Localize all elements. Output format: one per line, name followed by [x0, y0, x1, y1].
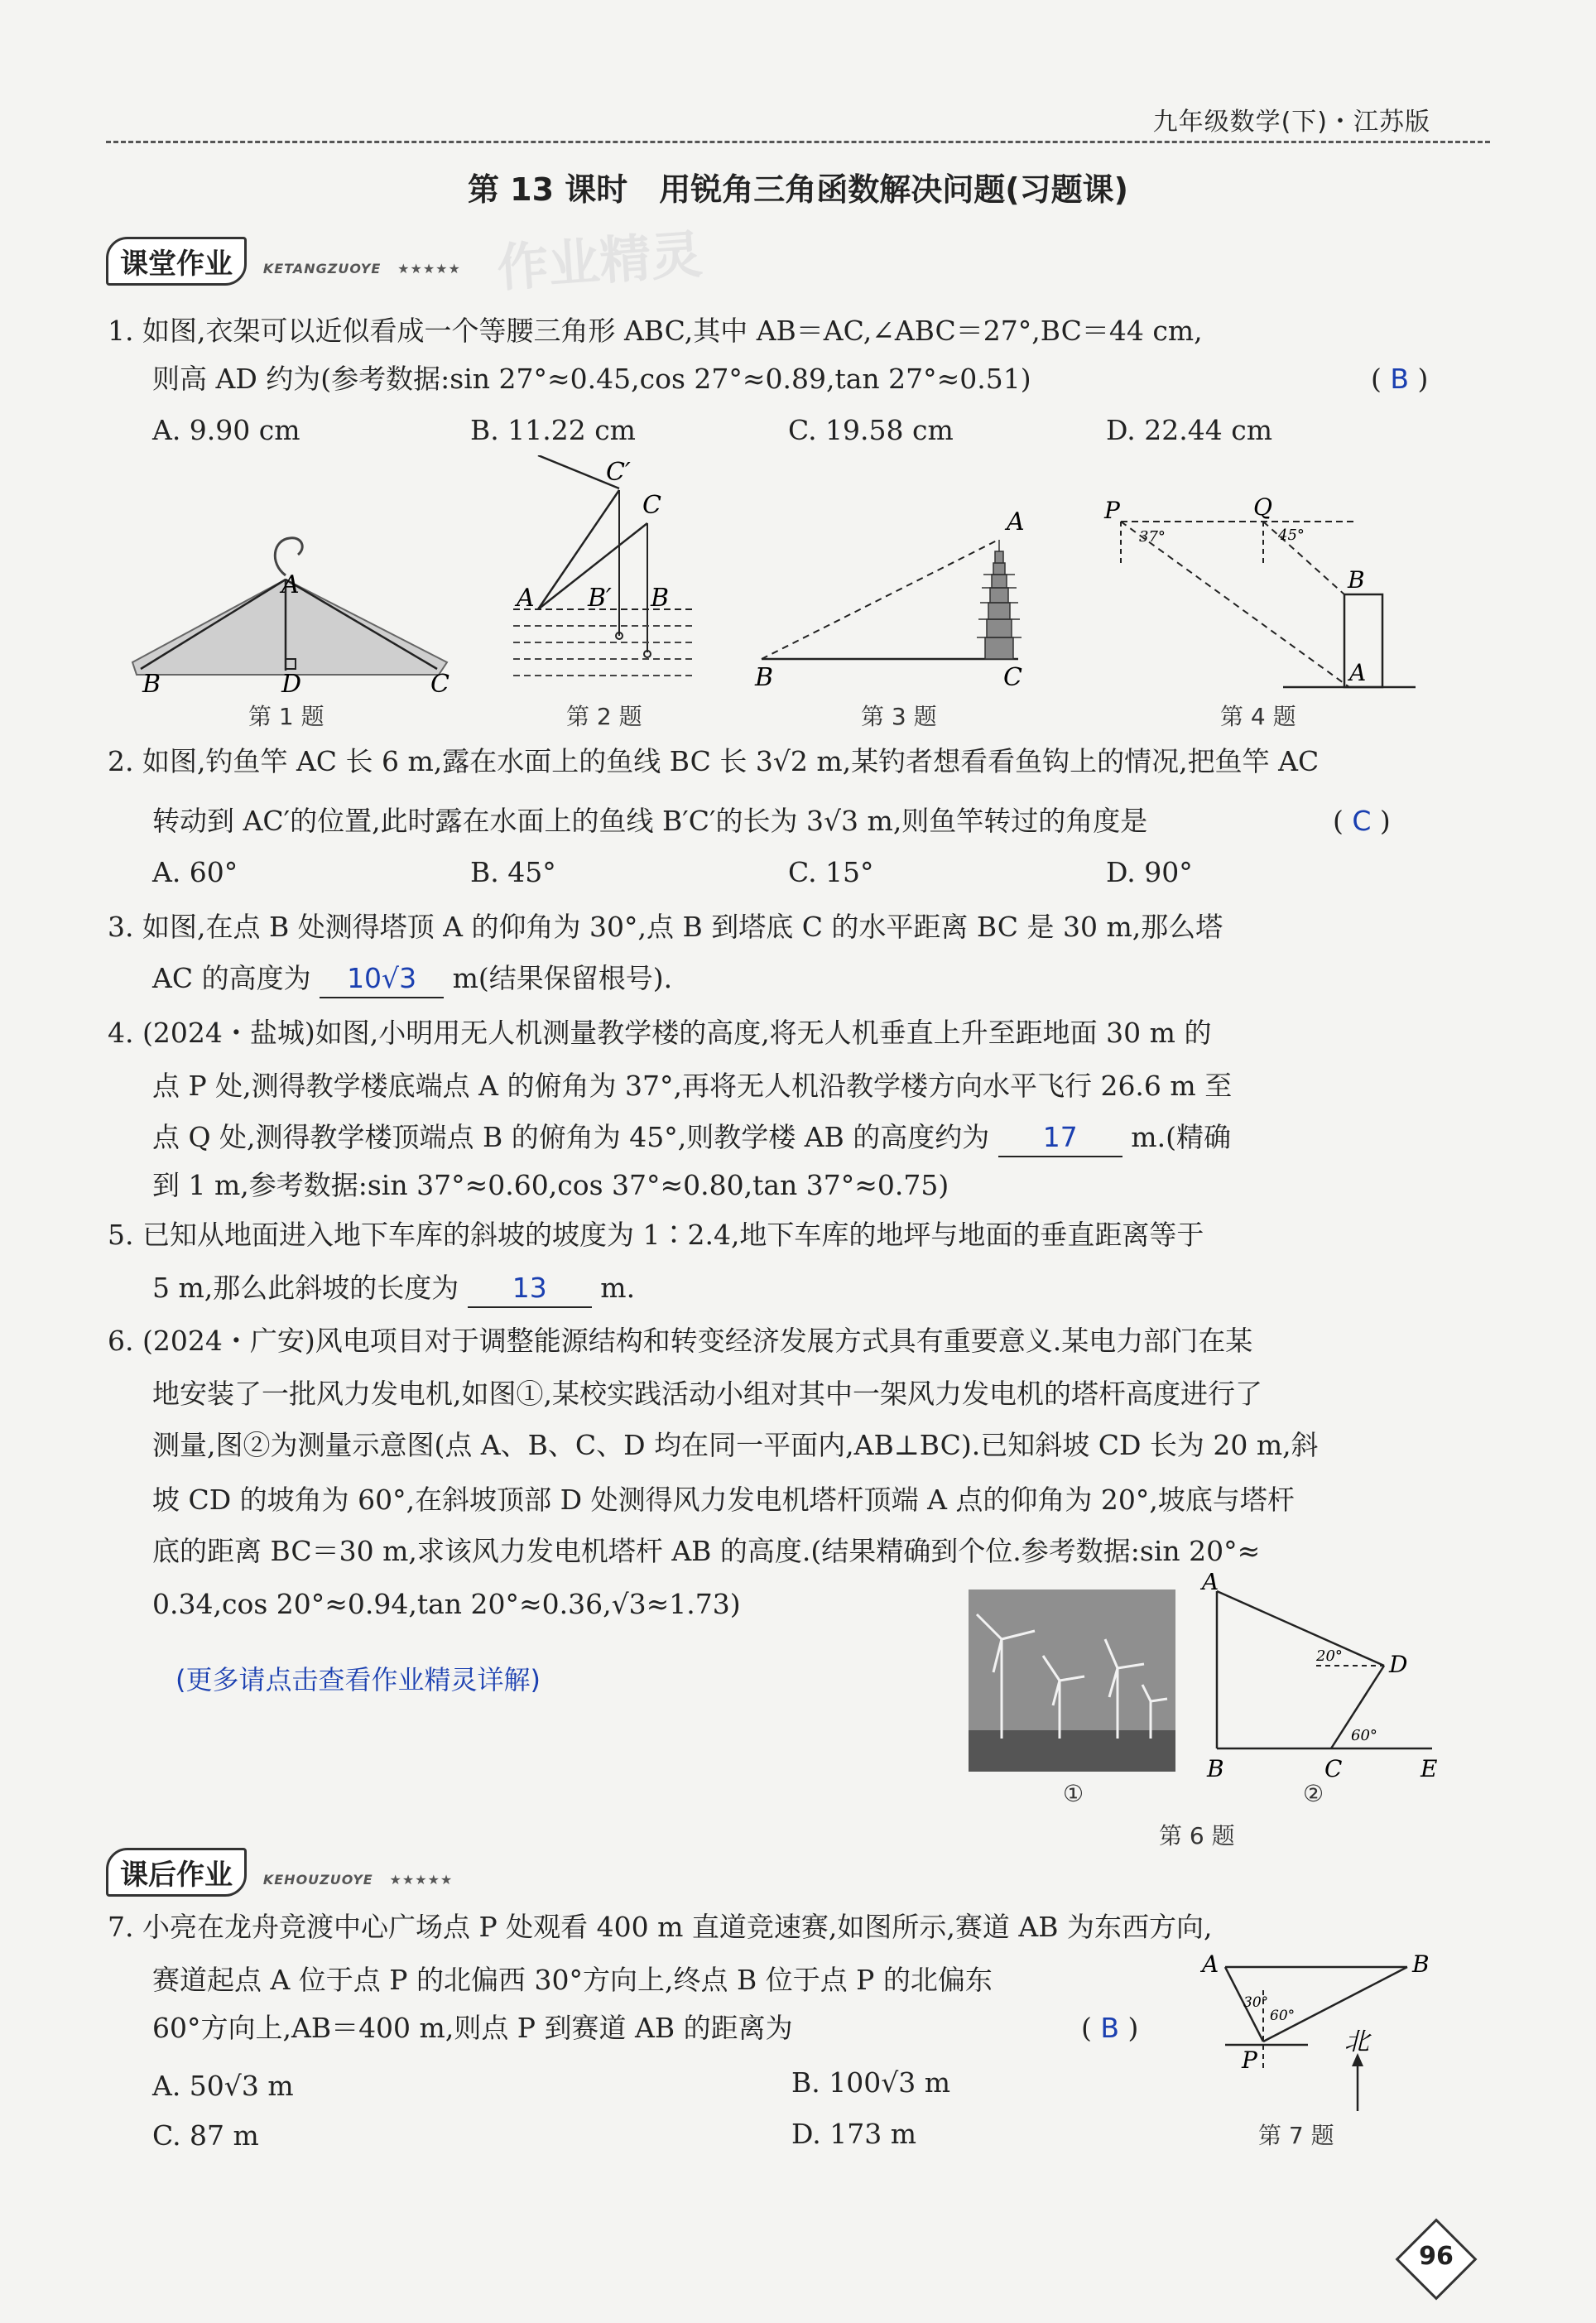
f7-label-B: B [1412, 1950, 1430, 1978]
f6-label-C: C [1324, 1755, 1343, 1782]
figure-7-race-course [1192, 1937, 1449, 2136]
classwork-badge: 课堂作业 [106, 237, 247, 286]
more-solutions-link[interactable]: (更多请点击查看作业精灵详解) [175, 1664, 541, 1695]
figure-2-caption: 第 2 题 [566, 703, 642, 730]
figure-4-drone [1101, 488, 1416, 695]
sightline-BA [762, 540, 998, 659]
f6-label-B: B [1207, 1755, 1224, 1782]
f1-label-A: A [281, 570, 300, 599]
q7-line-3: 60°方向上,AB＝400 m,则点 P 到赛道 AB 的距离为 [152, 2012, 793, 2044]
f2-label-B-prime: B′ [588, 584, 612, 613]
f2-label-A: A [517, 584, 535, 613]
q6-line-6: 0.34,cos 20°≈0.94,tan 20°≈0.36,√3≈1.73) [152, 1588, 741, 1620]
f6-label-A: A [1202, 1573, 1219, 1595]
sightline-PA [1121, 522, 1349, 687]
f1-label-C: C [430, 670, 449, 695]
f6-angle-20: 20° [1316, 1647, 1343, 1665]
f6-label-D: D [1389, 1651, 1408, 1678]
q7-option-d: D. 173 m [791, 2118, 917, 2150]
q5-text-a: 5 m,那么此斜坡的长度为 [152, 1272, 459, 1304]
f2-label-C-prime: C′ [606, 458, 631, 487]
f4-label-Q: Q [1253, 493, 1272, 521]
q4-line-3 [152, 1119, 1231, 1157]
q3-text-a: AC 的高度为 [152, 962, 311, 994]
figure-6-diagram [1192, 1573, 1457, 1788]
figure-1-caption: 第 1 题 [248, 703, 324, 730]
q6-line-2: 地安装了一批风力发电机,如图①,某校实践活动小组对其中一架风力发电机的塔杆高度进行了 [152, 1378, 1262, 1410]
q2-line-1: 2. 如图,钓鱼竿 AC 长 6 m,露在水面上的鱼线 BC 长 3√2 m,某钓者想看看鱼钩上的情况,把鱼竿 AC [108, 745, 1320, 777]
q7-answer-bracket: ( B ) [1081, 2012, 1139, 2044]
f6-label-E: E [1421, 1755, 1438, 1782]
f7-angle-60: 60° [1270, 2008, 1296, 2024]
q7-line-1: 7. 小亮在龙舟竞渡中心广场点 P 处观看 400 m 直道竞速赛,如图所示,赛道 AB 为东西方向, [108, 1911, 1213, 1943]
figure-6-label-2: ② [1303, 1780, 1324, 1807]
q6-line-3: 测量,图②为测量示意图(点 A、B、C、D 均在同一平面内,AB⊥BC).已知斜坡 CD 长为 20 m,斜 [152, 1429, 1319, 1461]
q4-text-a: 点 Q 处,测得教学楼顶端点 B 的俯角为 45°,则教学楼 AB 的高度约为 [152, 1121, 990, 1153]
f1-label-D: D [281, 670, 302, 695]
q6-line-4: 坡 CD 的坡角为 60°,在斜坡顶部 D 处测得风力发电机塔杆顶端 A 点的仰角为 20°,坡底与塔杆 [152, 1484, 1295, 1516]
q4-answer: 17 [998, 1119, 1122, 1157]
classwork-section-label [106, 237, 461, 286]
classwork-pinyin: KETANGZUOYE [262, 261, 382, 277]
q1-option-c: C. 19.58 cm [788, 414, 954, 446]
f4-label-B: B [1348, 566, 1365, 594]
page-number: 96 [1419, 2242, 1454, 2271]
q3-line-1: 3. 如图,在点 B 处测得塔顶 A 的仰角为 30°,点 B 到塔底 C 的水平距离 BC 是 30 m,那么塔 [108, 911, 1223, 943]
figure-6-label-1: ① [1063, 1780, 1084, 1807]
q1-option-b: B. 11.22 cm [470, 414, 636, 446]
q1-option-a: A. 9.90 cm [152, 414, 300, 446]
q3-line-2 [152, 960, 672, 998]
figure-2-fishing-rod [513, 455, 712, 695]
q7-answer: B [1100, 2012, 1120, 2044]
f6-angle-60: 60° [1351, 1727, 1377, 1744]
q3-answer: 10√3 [320, 960, 444, 998]
q6-line-5: 底的距离 BC＝30 m,求该风力发电机塔杆 AB 的高度.(结果精确到个位.参考数据:sin 20°≈ [152, 1535, 1261, 1567]
f2-label-B: B [651, 584, 670, 613]
f7-label-north: 北 [1344, 2027, 1369, 2056]
photo-ground [969, 1730, 1175, 1772]
f3-label-B: B [755, 663, 774, 692]
f3-label-A: A [1007, 507, 1025, 536]
q4-line-1: 4. (2024・盐城)如图,小明用无人机测量教学楼的高度,将无人机垂直上升至距地面 30 m 的 [108, 1017, 1212, 1049]
figure-3-caption: 第 3 题 [861, 703, 937, 730]
q6-line-1: 6. (2024・广安)风电项目对于调整能源结构和转变经济发展方式具有重要意义.某电力部门在某 [108, 1325, 1253, 1357]
q7-option-c: C. 87 m [152, 2119, 259, 2152]
watermark-stamp: 作业精灵 [495, 224, 704, 299]
q2-answer-bracket: ( C ) [1333, 805, 1391, 837]
q7-line-2: 赛道起点 A 位于点 P 的北偏西 30°方向上,终点 B 位于点 P 的北偏东 [152, 1964, 993, 1996]
q1-answer: B [1390, 363, 1410, 395]
homework-stars: ★★★★★ [389, 1872, 454, 1888]
f4-label-P: P [1104, 497, 1120, 524]
q5-line-1: 5. 已知从地面进入地下车库的斜坡的坡度为 1∶2.4,地下车库的地坪与地面的垂直距离等于 [108, 1219, 1204, 1251]
homework-section-label [106, 1848, 453, 1897]
q4-text-b: m.(精确 [1131, 1121, 1231, 1153]
q4-line-2: 点 P 处,测得教学楼底端点 A 的俯角为 37°,再将无人机沿教学楼方向水平飞行 26.6 m 至 [152, 1070, 1233, 1102]
line-PB [1263, 1967, 1407, 2042]
f7-angle-30: 30° [1243, 1994, 1269, 2011]
q5-line-2 [152, 1270, 635, 1308]
q1-line-1: 1. 如图,衣架可以近似看成一个等腰三角形 ABC,其中 AB＝AC,∠ABC＝27°,BC＝44 cm, [108, 315, 1203, 347]
pagoda-tower [977, 540, 1022, 659]
homework-badge: 课后作业 [106, 1848, 247, 1897]
q3-text-b: m(结果保留根号). [452, 962, 673, 994]
q5-answer: 13 [468, 1270, 592, 1308]
homework-pinyin: KEHOUZUOYE [262, 1872, 373, 1888]
figure-6-turbine-photo [969, 1590, 1175, 1772]
figure-1-hanger [124, 505, 464, 695]
figure-6-caption: 第 6 题 [1159, 1822, 1235, 1849]
header-divider [106, 141, 1490, 143]
q1-answer-bracket: ( B ) [1371, 363, 1429, 395]
q2-option-d: D. 90° [1106, 856, 1193, 888]
f4-angle-45: 45° [1278, 527, 1305, 544]
f3-label-C: C [1003, 663, 1022, 692]
q2-option-b: B. 45° [470, 856, 556, 888]
book-header: 九年级数学(下)・江苏版 [1152, 108, 1430, 137]
figure-7-caption: 第 7 题 [1258, 2122, 1334, 2149]
f2-label-C: C [642, 491, 661, 520]
f7-label-P: P [1242, 2046, 1257, 2074]
q5-text-b: m. [600, 1272, 636, 1304]
q7-option-b: B. 100√3 m [791, 2066, 951, 2099]
q1-line-2: 则高 AD 约为(参考数据:sin 27°≈0.45,cos 27°≈0.89,tan 27°≈0.51) [152, 363, 1031, 395]
q2-line-2: 转动到 AC′的位置,此时露在水面上的鱼线 B′C′的长为 3√3 m,则鱼竿转过的角度是 [152, 805, 1148, 837]
q2-option-c: C. 15° [788, 856, 874, 888]
q1-option-d: D. 22.44 cm [1106, 414, 1272, 446]
classwork-stars: ★★★★★ [397, 261, 461, 277]
q4-line-4: 到 1 m,参考数据:sin 37°≈0.60,cos 37°≈0.80,tan 37°≈0.75) [152, 1169, 949, 1201]
q7-option-a: A. 50√3 m [152, 2070, 294, 2102]
f4-angle-37: 37° [1139, 528, 1166, 546]
q2-option-a: A. 60° [152, 856, 238, 888]
figure-3-pagoda [745, 497, 1060, 695]
f7-label-A: A [1202, 1950, 1219, 1978]
lesson-title: 第 13 课时 用锐角三角函数解决问题(习题课) [467, 171, 1129, 208]
figure-4-caption: 第 4 题 [1220, 703, 1296, 730]
sightline-DA [1217, 1591, 1384, 1666]
f1-label-B: B [142, 670, 161, 695]
q2-answer: C [1352, 805, 1372, 837]
f4-label-A: A [1349, 659, 1367, 686]
